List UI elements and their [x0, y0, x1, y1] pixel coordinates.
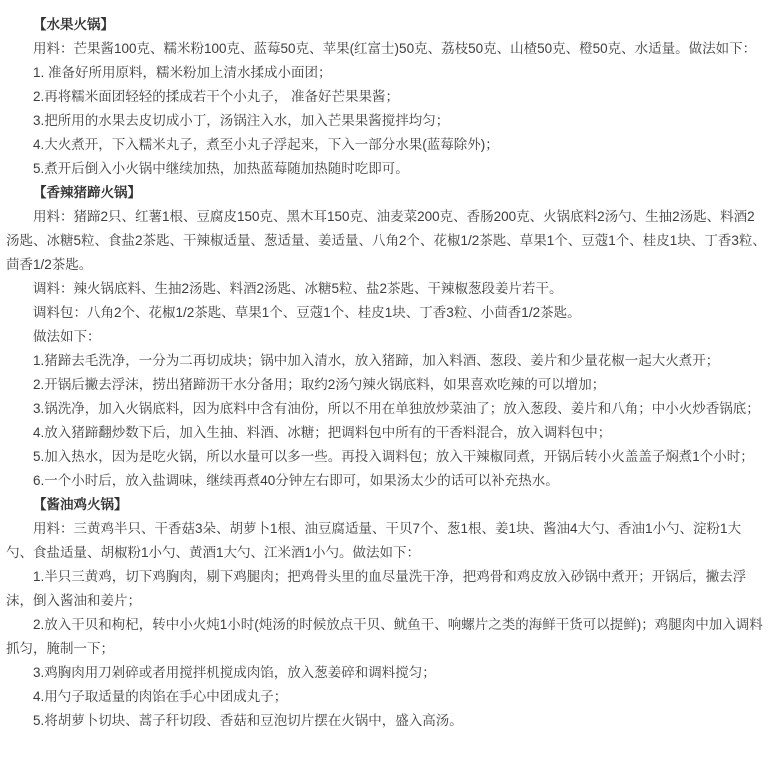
- section-title: 【酱油鸡火锅】: [33, 497, 128, 512]
- ingredients-paragraph: 用料：芒果酱100克、糯米粉100克、蓝莓50克、苹果(红富士)50克、荔枝50克、山楂50克、橙50克、水适量。做法如下：: [33, 41, 757, 56]
- spice-bag-paragraph: 调料包：八角2个、花椒1/2茶匙、草果1个、豆蔻1个、桂皮1块、丁香3粒、小茴香1/2茶匙。: [33, 305, 581, 320]
- step-paragraph: 6.一个小时后，放入盐调味，继续再煮40分钟左右即可，如果汤太少的话可以补充热水。: [33, 473, 559, 488]
- recipe-section-soy-sauce-chicken-hotpot: [6, 493, 766, 733]
- step-paragraph: 2.再将糯米面团轻轻的揉成若干个小丸子， 准备好芒果果酱；: [33, 89, 400, 104]
- step-paragraph: 4.放入猪蹄翻炒数下后，加入生抽、料酒、冰糖；把调料包中所有的干香料混合，放入调料包中；: [33, 425, 612, 440]
- step-paragraph: 5.加入热水，因为是吃火锅，所以水量可以多一些。再投入调料包；放入干辣椒同煮，开锅后转小火盖盖子焖煮1个小时；: [33, 449, 754, 464]
- step-paragraph: 2.开锅后撇去浮沫，捞出猪蹄沥干水分备用；取约2汤勺辣火锅底料，如果喜欢吃辣的可以增加；: [33, 377, 606, 392]
- ingredients-paragraph: 用料：三黄鸡半只、干香菇3朵、胡萝卜1根、油豆腐适量、干贝7个、葱1根、姜1块、酱油4大勺、香油1小勺、淀粉1大勺、食盐适量、胡椒粉1小勺、黄酒1大勺、江米酒1小勺。做法如下：: [6, 521, 742, 560]
- step-paragraph: 2.放入干贝和枸杞，转中小火炖1小时(炖汤的时候放点干贝、鱿鱼干、响螺片之类的海鲜干货可以提鲜)；鸡腿肉中加入调料抓匀，腌制一下；: [6, 617, 763, 656]
- recipe-section-fruit-hotpot: [6, 13, 766, 181]
- step-paragraph: 3.鸡胸肉用刀剁碎或者用搅拌机搅成肉馅，放入葱姜碎和调料搅匀；: [33, 665, 436, 680]
- step-paragraph: 1.猪蹄去毛洗净，一分为二再切成块；锅中加入清水，放入猪蹄，加入料酒、葱段、姜片和少量花椒一起大火煮开；: [33, 353, 720, 368]
- step-paragraph: 3.锅洗净，加入火锅底料，因为底料中含有油份，所以不用在单独放炒菜油了；放入葱段、姜片和八角；中小火炒香锅底；: [33, 401, 760, 416]
- step-paragraph: 4.大火煮开，下入糯米丸子，煮至小丸子浮起来，下入一部分水果(蓝莓除外)；: [33, 137, 499, 152]
- method-label-paragraph: 做法如下：: [33, 329, 101, 344]
- section-title: 【香辣猪蹄火锅】: [33, 185, 141, 200]
- step-paragraph: 1. 准备好所用原料，糯米粉加上清水揉成小面团；: [33, 65, 332, 80]
- seasoning-paragraph: 调料：辣火锅底料、生抽2汤匙、料酒2汤匙、冰糖5粒、盐2茶匙、干辣椒葱段姜片若干。: [33, 281, 563, 296]
- ingredients-paragraph: 用料：猪蹄2只、红薯1根、豆腐皮150克、黑木耳150克、油麦菜200克、香肠200克、火锅底料2汤勺、生抽2汤匙、料酒2汤匙、冰糖5粒、食盐2茶匙、干辣椒适量、葱适量、姜适量、八角2个、花椒1/2茶匙、草果1个、豆蔻1个、桂皮1块、丁香3粒、茴香1/2茶匙。: [6, 209, 766, 272]
- step-paragraph: 5.将胡萝卜切块、蒿子秆切段、香菇和豆泡切片摆在火锅中，盛入高汤。: [33, 713, 463, 728]
- section-title: 【水果火锅】: [33, 17, 114, 32]
- recipe-section-spicy-trotter-hotpot: [6, 181, 766, 493]
- step-paragraph: 1.半只三黄鸡，切下鸡胸肉，剔下鸡腿肉；把鸡骨头里的血尽量洗干净，把鸡骨和鸡皮放入砂锅中煮开；开锅后，撇去浮沫，倒入酱油和姜片；: [6, 569, 747, 608]
- step-paragraph: 4.用勺子取适量的肉馅在手心中团成丸子；: [33, 689, 288, 704]
- step-paragraph: 5.煮开后倒入小火锅中继续加热，加热蓝莓随加热随时吃即可。: [33, 161, 409, 176]
- step-paragraph: 3.把所用的水果去皮切成小丁，汤锅注入水，加入芒果果酱搅拌均匀；: [33, 113, 450, 128]
